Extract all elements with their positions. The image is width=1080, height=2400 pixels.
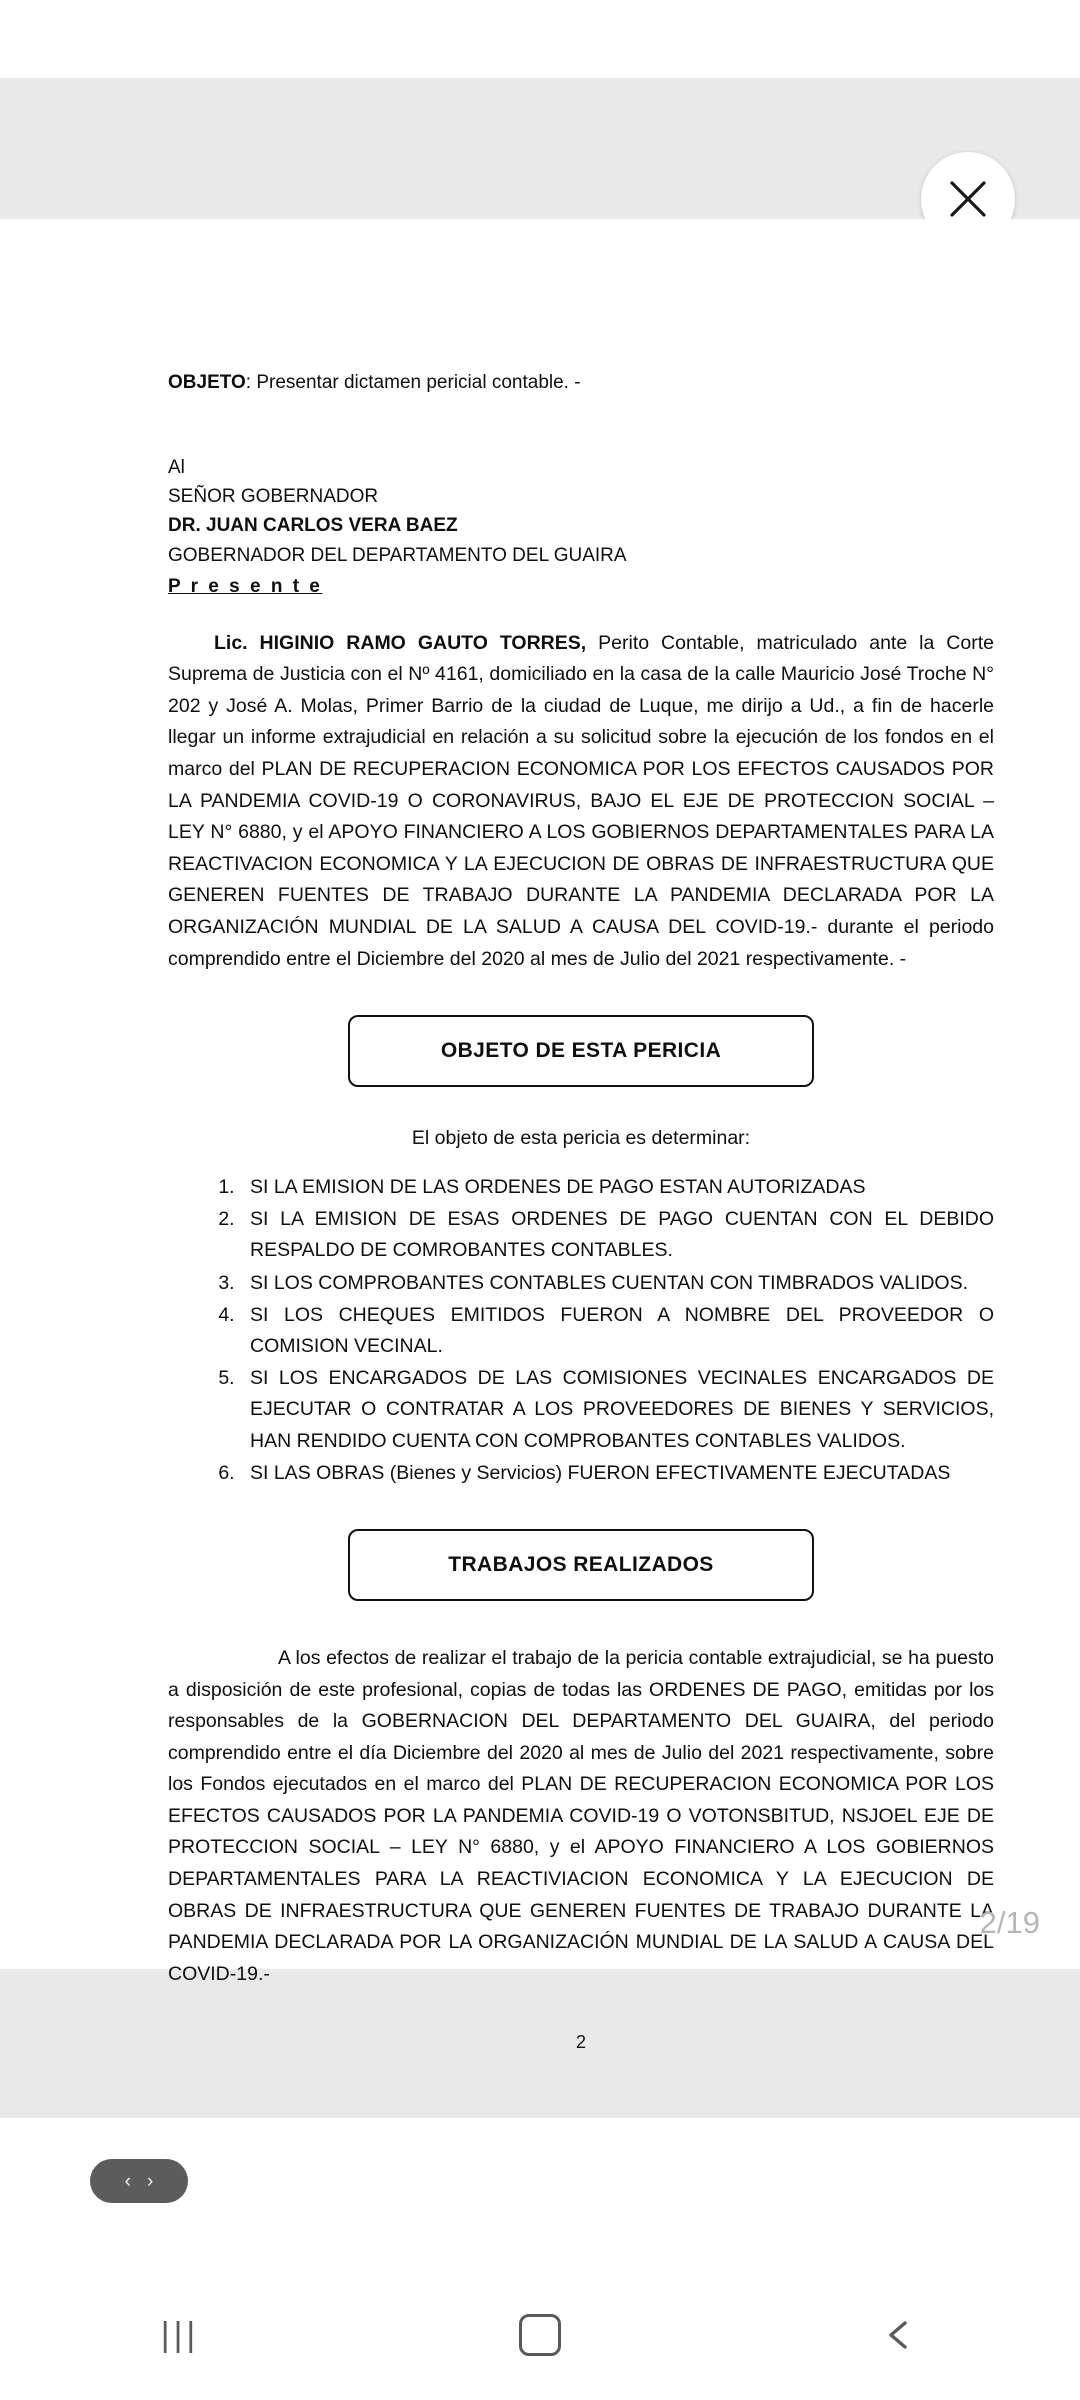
page-navigation-pill[interactable] — [90, 2159, 188, 2203]
list-item: 5. SI LOS ENCARGADOS DE LAS COMISIONES VECINALES ENCARGADOS DE EJECUTAR O CONTRATAR A LOS PROVEEDORES DE BIENES Y SERVICIOS, HAN RENDIDO CUENTA CON COMPROBANTES CONTABLES VALIDOS. — [240, 1363, 994, 1457]
intro-paragraph — [168, 628, 994, 975]
document-body — [168, 369, 994, 2053]
addressee-line-4: GOBERNADOR DEL DEPARTAMENTO DEL GUAIRA — [168, 544, 627, 566]
home-button[interactable] — [360, 2314, 720, 2356]
intro-text: Perito Contable, matriculado ante la Corte Suprema de Justicia con el Nº 4161, domiciliado en la casa de la calle Mauricio José Troche N° 202 y José A. Molas, Primer Barrio de la ciudad de Luque, me dirijo a Ud., a fin de hacerle llegar un informe extrajudicial en relación a su solicitud sobre la ejecución de los fondos en el marco del PLAN DE RECUPERACION ECONOMICA POR LOS EFECTOS CAUSADOS POR LA PANDEMIA COVID-19 O CORONAVIRUS, BAJO EL EJE DE PROTECCION SOCIAL – LEY N° 6880, y el APOYO FINANCIERO A LOS GOBIERNOS DEPARTAMENTALES PARA LA REACTIVACION ECONOMICA Y LA EJECUCION DE OBRAS DE INFRAESTRUCTURA QUE GENEREN FUENTES DE TRABAJO DURANTE LA PANDEMIA DECLARADA POR LA ORGANIZACIÓN MUNDIAL DE LA SALUD A CAUSA DEL COVID-19.- durante el periodo comprendido entre el Diciembre del 2020 al mes de Julio del 2021 respectivamente. - — [168, 631, 994, 970]
page-counter: 2/19 — [979, 1905, 1040, 1940]
pericia-intro: El objeto de esta pericia es determinar: — [411, 1127, 751, 1150]
trabajos-text: A los efectos de realizar el trabajo de la pericia contable extrajudicial, se ha puesto a disposición de este profesional, copias de todas las ORDENES DE PAGO, emitidas por los responsables de la GOBERNACION DEL DEPARTAMENTO DEL GUAIRA, del periodo comprendido entre el día Diciembre del 2020 al mes de Julio del 2021 respectivamente, sobre los Fondos ejecutados en el marco del PLAN DE RECUPERACION ECONOMICA POR LOS EFECTOS CAUSADOS POR LA PANDEMIA COVID-19 O VOTONSBITUD, NSJOEL EJE DE PROTECCION SOCIAL – LEY N° 6880, y el APOYO FINANCIERO A LOS GOBIERNOS DEPARTAMENTALES PARA LA REACTIVIACION ECONOMICA Y LA EJECUCION DE OBRAS DE INFRAESTRUCTURA QUE GENEREN FUENTES DE TRABAJO DURANTE LA PANDEMIA DECLARADA POR LA ORGANIZACIÓN MUNDIAL DE LA SALUD A CAUSA DEL COVID-19.- — [168, 1646, 994, 1985]
next-page-icon[interactable]: › — [147, 2170, 154, 2192]
addressee-line-2: SEÑOR GOBERNADOR — [168, 485, 379, 507]
objeto-label: OBJETO — [168, 372, 246, 393]
back-button[interactable] — [720, 2315, 1080, 2355]
previous-page-icon[interactable]: ‹ — [124, 2170, 131, 2192]
document-page-number: 2 — [575, 2032, 586, 2053]
android-navigation-bar — [0, 2270, 1080, 2400]
addressee-presente: P r e s e n t e — [168, 576, 323, 598]
objeto-text: : Presentar dictamen pericial contable. - — [245, 372, 581, 393]
home-icon — [519, 2314, 561, 2356]
recents-button[interactable] — [0, 2318, 360, 2352]
heading-objeto-pericia: OBJETO DE ESTA PERICIA — [348, 1015, 814, 1087]
list-item: 6. SI LAS OBRAS (Bienes y Servicios) FUERON EFECTIVAMENTE EJECUTADAS — [240, 1458, 994, 1489]
pericia-list — [168, 1172, 994, 1489]
close-icon — [946, 177, 990, 221]
addressee-line-3: DR. JUAN CARLOS VERA BAEZ — [168, 515, 458, 537]
document-page[interactable] — [0, 219, 1080, 2053]
addressee-line-1: Al — [168, 456, 185, 478]
back-icon — [880, 2315, 920, 2355]
recents-icon: ||| — [160, 2316, 200, 2354]
status-bar — [0, 0, 1080, 78]
intro-bold: Lic. HIGINIO RAMO GAUTO TORRES, — [214, 631, 587, 654]
objeto-line — [168, 369, 994, 397]
list-item: 4. SI LOS CHEQUES EMITIDOS FUERON A NOMBRE DEL PROVEEDOR O COMISION VECINAL. — [240, 1300, 994, 1362]
list-item: 2. SI LA EMISION DE ESAS ORDENES DE PAGO CUENTAN CON EL DEBIDO RESPALDO DE COMROBANTES CONTABLES. — [240, 1204, 994, 1266]
heading-trabajos-realizados: TRABAJOS REALIZADOS — [348, 1529, 814, 1601]
list-item: 3. SI LOS COMPROBANTES CONTABLES CUENTAN CON TIMBRADOS VALIDOS. — [240, 1268, 994, 1299]
addressee-block — [168, 453, 994, 602]
list-item: 1. SI LA EMISION DE LAS ORDENES DE PAGO ESTAN AUTORIZADAS — [240, 1172, 994, 1203]
